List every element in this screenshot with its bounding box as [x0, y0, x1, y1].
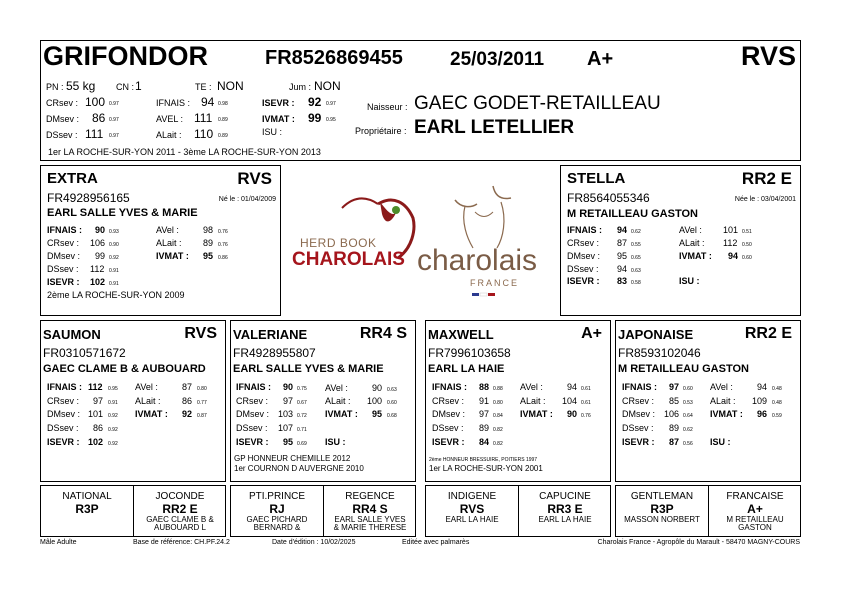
dam-qualif: RR2 E [741, 169, 792, 188]
g1-ivmat-cd: 0.87 [197, 413, 207, 419]
ggp-qualif: RR2 E [162, 502, 198, 516]
g2-qualif: RR4 S [359, 325, 407, 342]
sire-name: EXTRA [47, 170, 98, 187]
ggp-qualif: R3P [75, 502, 99, 516]
g2-isevr-label: ISEVR : [236, 437, 269, 447]
sire-isevr-label: ISEVR : [47, 277, 80, 287]
dssev-value: 111 [85, 127, 104, 141]
ggp-breeder2: AUBOUARD L [153, 523, 206, 532]
g1-avel-value: 87 [182, 382, 193, 392]
charolais-word: charolais [417, 244, 538, 277]
ggp-pair-3 [425, 485, 611, 537]
g4-ivmat-label: IVMAT : [710, 409, 743, 419]
proprietaire-label: Propriétaire : [355, 126, 407, 136]
naisseur-value: GAEC GODET-RETAILLEAU [414, 93, 661, 114]
main-animal-box [40, 40, 801, 161]
g3-avel-value: 94 [567, 382, 578, 392]
sire-dmsev-label: DMsev : [47, 251, 81, 261]
dmsev-value: 86 [92, 111, 106, 125]
g2-palmares-2: 1er COURNON D AUVERGNE 2010 [234, 464, 364, 473]
g4-crsev-cd: 0.53 [683, 400, 693, 406]
ggp-qualif: R3P [650, 502, 674, 516]
g1-dssev-cd: 0.92 [108, 427, 118, 433]
g2-crsev-value: 97 [283, 396, 294, 406]
crsev-cd: 0.97 [109, 101, 119, 107]
ggp-qualif: RR3 E [547, 502, 583, 516]
sire-isevr-value: 102 [90, 277, 106, 287]
g1-name: SAUMON [43, 327, 101, 342]
g1-qualif: RVS [184, 325, 217, 342]
g1-avel-cd: 0.80 [197, 386, 207, 392]
ifnais-label: IFNAIS : [156, 98, 191, 108]
sire-dssev-label: DSsev : [47, 264, 79, 274]
g4-ifnais-value: 97 [669, 382, 680, 392]
sire-ifnais-cd: 0.93 [109, 229, 119, 235]
g4-alait-value: 109 [752, 396, 768, 406]
alait-value: 110 [194, 127, 214, 141]
g3-avel-label: AVel : [520, 382, 543, 392]
ggp-cell [41, 486, 133, 516]
sire-dmsev-value: 99 [95, 251, 106, 261]
g4-dmsev-value: 106 [664, 409, 680, 419]
g2-dmsev-value: 103 [278, 409, 294, 419]
dam-dssev-cd: 0.63 [631, 268, 641, 274]
g4-isevr-label: ISEVR : [622, 437, 655, 447]
g1-crsev-value: 97 [93, 396, 104, 406]
te-value: NON [217, 79, 244, 93]
g2-avel-label: AVel : [325, 383, 348, 393]
ggp-pair-1 [40, 485, 226, 537]
isevr-cd: 0.97 [326, 101, 336, 107]
ggp-qualif: A+ [747, 502, 763, 516]
sire-avel-label: AVel : [156, 225, 179, 235]
g2-palmares-1: GP HONNEUR CHEMILLE 2012 [234, 454, 351, 463]
dam-isevr-label: ISEVR : [567, 276, 600, 286]
g1-id: FR0310571672 [43, 346, 126, 360]
sire-alait-cd: 0.76 [218, 242, 228, 248]
ivmat-label: IVMAT : [262, 114, 295, 124]
ggp-breeder1: EARL LA HAIE [538, 515, 592, 524]
crsev-value: 100 [85, 95, 106, 109]
dam-name: STELLA [567, 170, 626, 187]
g1-isevr-value: 102 [88, 437, 104, 447]
herdbook-line1: HERD BOOK [300, 236, 377, 250]
g2-ivmat-label: IVMAT : [325, 409, 358, 419]
g4-ifnais-label: IFNAIS : [622, 382, 657, 392]
ggp-pair-2 [230, 485, 416, 537]
g3-ifnais-cd: 0.88 [493, 386, 503, 392]
ggp-pair-4 [615, 485, 801, 537]
alait-cd: 0.89 [218, 133, 228, 139]
g3-ifnais-label: IFNAIS : [432, 382, 467, 392]
herdbook-logo [288, 190, 418, 280]
g4-name: JAPONAISE [618, 327, 694, 342]
cn-value: 1 [135, 79, 142, 93]
g4-dmsev-cd: 0.64 [683, 413, 693, 419]
sire-crsev-value: 106 [90, 238, 106, 248]
dam-alait-cd: 0.50 [742, 242, 752, 248]
dam-avel-label: AVel : [679, 225, 702, 235]
france-word: FRANCE [470, 278, 520, 288]
sire-birth: Né le : 01/04/2009 [218, 196, 276, 203]
g1-alait-cd: 0.77 [197, 400, 207, 406]
g3-dssev-cd: 0.82 [493, 427, 503, 433]
dam-breeder: M RETAILLEAU GASTON [567, 208, 698, 220]
g1-dmsev-value: 101 [88, 409, 104, 419]
g3-alait-value: 104 [562, 396, 578, 406]
dmsev-cd: 0.97 [109, 117, 119, 123]
g4-dssev-label: DSsev : [622, 423, 654, 433]
ggp-cell [324, 486, 416, 532]
sire-id: FR4928956165 [47, 191, 130, 205]
sire-ifnais-label: IFNAIS : [47, 225, 82, 235]
g2-ifnais-cd: 0.75 [297, 386, 307, 392]
g1-alait-label: ALait : [135, 396, 161, 406]
g4-ivmat-value: 96 [757, 409, 768, 419]
jum-value: NON [314, 79, 341, 93]
ggp-breeder2: BERNARD & [253, 523, 301, 532]
g4-crsev-value: 85 [669, 396, 680, 406]
dam-avel-cd: 0.51 [742, 229, 752, 235]
g2-dssev-label: DSsev : [236, 423, 268, 433]
g2-alait-value: 100 [367, 396, 383, 406]
ggp-cell [426, 486, 518, 524]
g1-crsev-cd: 0.91 [108, 400, 118, 406]
ggp-qualif: RJ [269, 502, 285, 516]
sire-dmsev-cd: 0.92 [109, 255, 119, 261]
dam-avel-value: 101 [723, 225, 739, 235]
g3-name: MAXWELL [428, 327, 494, 342]
ivmat-value: 99 [308, 111, 322, 125]
grandparent-box-saumon [40, 320, 226, 482]
ggp-name: PTI.PRINCE [248, 491, 306, 502]
g3-ivmat-cd: 0.76 [581, 413, 591, 419]
sire-avel-value: 98 [203, 225, 214, 235]
g1-crsev-label: CRsev : [47, 396, 80, 406]
ggp-name: NATIONAL [62, 491, 112, 502]
main-id: FR8526869455 [265, 47, 403, 69]
ggp-qualif: RR4 S [352, 502, 388, 516]
ggp-cell [519, 486, 611, 524]
g1-dssev-value: 86 [93, 423, 104, 433]
ggp-name: JOCONDE [155, 491, 205, 502]
sire-crsev-cd: 0.90 [109, 242, 119, 248]
g2-crsev-cd: 0.67 [297, 400, 307, 406]
ggp-cell [134, 486, 226, 532]
g1-ifnais-label: IFNAIS : [47, 382, 82, 392]
dam-isu-label: ISU : [679, 276, 700, 286]
naisseur-label: Naisseur : [367, 102, 408, 112]
sire-crsev-label: CRsev : [47, 238, 80, 248]
g3-dmsev-cd: 0.84 [493, 413, 503, 419]
g2-id: FR4928955807 [233, 346, 316, 360]
ivmat-cd: 0.95 [326, 117, 336, 123]
g4-ivmat-cd: 0.59 [772, 413, 782, 419]
g2-ivmat-value: 95 [372, 409, 383, 419]
g2-isevr-value: 95 [283, 437, 294, 447]
ggp-cell [231, 486, 323, 532]
ggp-breeder1: EARL SALLE YVES [334, 515, 406, 524]
g2-breeder: EARL SALLE YVES & MARIE [233, 363, 384, 375]
dam-alait-label: ALait : [679, 238, 705, 248]
main-qualif: RVS [740, 41, 796, 71]
g2-dssev-cd: 0.71 [297, 427, 307, 433]
dam-isevr-cd: 0.58 [631, 280, 641, 286]
jum-label: Jum : [289, 82, 312, 92]
g3-crsev-cd: 0.80 [493, 400, 503, 406]
dam-ifnais-value: 94 [617, 225, 628, 235]
dam-id: FR8564055346 [567, 191, 650, 205]
ggp-name: FRANCAISE [726, 491, 784, 502]
ggp-qualif: RVS [459, 502, 485, 516]
g2-ifnais-label: IFNAIS : [236, 382, 271, 392]
sire-avel-cd: 0.76 [218, 229, 228, 235]
g3-isevr-value: 84 [479, 437, 490, 447]
g3-dssev-value: 89 [479, 423, 490, 433]
footer-address: Charolais France - Agropôle du Marault - 58470 MAGNY-COURS [597, 539, 800, 546]
g2-name: VALERIANE [233, 327, 308, 342]
proprietaire-value: EARL LETELLIER [414, 117, 575, 138]
dam-isevr-value: 83 [617, 276, 628, 286]
ifnais-value: 94 [201, 95, 215, 109]
ifnais-cd: 0.98 [218, 101, 228, 107]
g2-avel-value: 90 [372, 383, 383, 393]
ggp-breeder1: M RETAILLEAU [726, 515, 784, 524]
g4-isevr-cd: 0.56 [683, 441, 693, 447]
g2-isu-label: ISU : [325, 437, 346, 447]
isevr-label: ISEVR : [262, 98, 295, 108]
dam-box [560, 165, 801, 316]
g3-isevr-label: ISEVR : [432, 437, 465, 447]
g3-qualif: A+ [581, 325, 602, 342]
g4-ifnais-cd: 0.60 [683, 386, 693, 392]
dam-dssev-label: DSsev : [567, 264, 599, 274]
g2-alait-label: ALait : [325, 396, 351, 406]
dam-ifnais-cd: 0.62 [631, 229, 641, 235]
g3-isevr-cd: 0.82 [493, 441, 503, 447]
alait-label: ALait : [156, 130, 182, 140]
g4-avel-label: AVel : [710, 382, 733, 392]
footer-base: Base de référence: CH.PF.24.2 [133, 539, 230, 546]
ggp-breeder1: GAEC PICHARD [246, 515, 308, 524]
sire-alait-label: ALait : [156, 238, 182, 248]
sire-dssev-cd: 0.91 [109, 268, 119, 274]
dssev-label: DSsev : [46, 130, 78, 140]
main-grade: A+ [587, 48, 614, 70]
g4-breeder: M RETAILLEAU GASTON [618, 363, 749, 375]
charolais-france-logo [415, 182, 560, 302]
dam-dmsev-cd: 0.65 [631, 255, 641, 261]
grandparent-box-maxwell [425, 320, 611, 482]
sire-alait-value: 89 [203, 238, 214, 248]
sire-qualif: RVS [237, 169, 272, 188]
g2-dssev-value: 107 [278, 423, 294, 433]
herdbook-line2: CHAROLAIS [292, 249, 405, 270]
g1-isevr-label: ISEVR : [47, 437, 80, 447]
sire-ivmat-value: 95 [203, 251, 214, 261]
g4-crsev-label: CRsev : [622, 396, 655, 406]
g2-crsev-label: CRsev : [236, 396, 269, 406]
g4-dssev-cd: 0.62 [683, 427, 693, 433]
g3-palmares-1: 2ème HONNEUR BRESSUIRE, POITIERS 1997 [429, 457, 538, 463]
sire-box [40, 165, 281, 316]
dam-ivmat-label: IVMAT : [679, 251, 712, 261]
g1-breeder: GAEC CLAME B & AUBOUARD [43, 363, 206, 375]
g1-dmsev-label: DMsev : [47, 409, 81, 419]
g3-ivmat-label: IVMAT : [520, 409, 553, 419]
g3-palmares-2: 1er LA ROCHE-SUR-YON 2001 [429, 464, 543, 473]
ggp-cell [616, 486, 708, 524]
dam-dmsev-value: 95 [617, 251, 628, 261]
dssev-cd: 0.97 [109, 133, 119, 139]
g3-ifnais-value: 88 [479, 382, 490, 392]
g4-isu-label: ISU : [710, 437, 731, 447]
sire-isevr-cd: 0.91 [109, 281, 119, 287]
g1-ifnais-value: 112 [88, 382, 103, 392]
avel-value: 111 [194, 111, 213, 125]
g4-alait-cd: 0.48 [772, 400, 782, 406]
ggp-name: GENTLEMAN [630, 491, 694, 502]
dam-ivmat-value: 94 [728, 251, 739, 261]
ggp-breeder1: GAEC CLAME B & [146, 515, 214, 524]
g1-dssev-label: DSsev : [47, 423, 79, 433]
ggp-breeder2: GASTON [738, 523, 772, 532]
g3-alait-cd: 0.61 [581, 400, 591, 406]
g3-breeder: EARL LA HAIE [428, 363, 505, 375]
g4-avel-cd: 0.48 [772, 386, 782, 392]
avel-cd: 0.89 [218, 117, 228, 123]
main-birth-date: 25/03/2011 [450, 49, 545, 70]
dmsev-label: DMsev : [46, 114, 80, 124]
g4-isevr-value: 87 [669, 437, 680, 447]
dam-alait-value: 112 [723, 238, 738, 248]
cn-label: CN : [116, 82, 134, 92]
dam-crsev-value: 87 [617, 238, 628, 248]
main-name: GRIFONDOR [43, 41, 208, 71]
footer-edition: Editée avec palmarès [402, 539, 470, 546]
g2-ivmat-cd: 0.68 [387, 413, 397, 419]
g1-avel-label: AVel : [135, 382, 158, 392]
dam-birth: Née le : 03/04/2001 [734, 196, 796, 203]
g4-id: FR8593102046 [618, 346, 701, 360]
sire-dssev-value: 112 [90, 264, 105, 274]
footer-category: Mâle Adulte [40, 539, 77, 546]
ggp-cell [709, 486, 801, 532]
g2-dmsev-cd: 0.72 [297, 413, 307, 419]
g2-isevr-cd: 0.69 [297, 441, 307, 447]
g3-dssev-label: DSsev : [432, 423, 464, 433]
g1-ifnais-cd: 0.95 [108, 386, 118, 392]
g2-ifnais-value: 90 [283, 382, 294, 392]
ggp-breeder1: EARL LA HAIE [445, 515, 499, 524]
g1-isevr-cd: 0.92 [108, 441, 118, 447]
grandparent-box-japonaise [615, 320, 801, 482]
ggp-name: REGENCE [345, 491, 395, 502]
dam-dssev-value: 94 [617, 264, 628, 274]
g4-qualif: RR2 E [744, 325, 792, 342]
g1-ivmat-value: 92 [182, 409, 193, 419]
g3-id: FR7996103658 [428, 346, 511, 360]
grandparent-box-valeriane [230, 320, 416, 482]
footer-date: Date d'édition : 10/02/2025 [272, 539, 356, 546]
dam-crsev-label: CRsev : [567, 238, 600, 248]
pn-value: 55 kg [66, 79, 96, 93]
g4-alait-label: ALait : [710, 396, 736, 406]
g3-ivmat-value: 90 [567, 409, 578, 419]
g3-crsev-label: CRsev : [432, 396, 465, 406]
g3-alait-label: ALait : [520, 396, 546, 406]
g2-dmsev-label: DMsev : [236, 409, 270, 419]
g2-avel-cd: 0.63 [387, 387, 397, 393]
isu-label: ISU : [262, 127, 283, 137]
crsev-label: CRsev : [46, 98, 79, 108]
g1-dmsev-cd: 0.92 [108, 413, 118, 419]
g4-avel-value: 94 [757, 382, 768, 392]
isevr-value: 92 [308, 95, 322, 109]
dam-ifnais-label: IFNAIS : [567, 225, 602, 235]
ggp-name: CAPUCINE [539, 491, 591, 502]
g3-crsev-value: 91 [479, 396, 490, 406]
sire-palmares: 2ème LA ROCHE-SUR-YON 2009 [47, 290, 185, 300]
g4-dssev-value: 89 [669, 423, 680, 433]
dam-crsev-cd: 0.55 [631, 242, 641, 248]
ggp-breeder1: MASSON NORBERT [624, 515, 700, 524]
avel-label: AVEL : [156, 114, 184, 124]
g4-dmsev-label: DMsev : [622, 409, 656, 419]
ggp-breeder2: & MARIE THERESE [333, 523, 407, 532]
sire-ifnais-value: 90 [95, 225, 106, 235]
pn-label: PN : [46, 82, 64, 92]
g3-dmsev-value: 97 [479, 409, 490, 419]
g1-alait-value: 86 [182, 396, 193, 406]
dam-ivmat-cd: 0.60 [742, 255, 752, 261]
g1-ivmat-label: IVMAT : [135, 409, 168, 419]
g3-avel-cd: 0.61 [581, 386, 591, 392]
sire-ivmat-label: IVMAT : [156, 251, 189, 261]
dam-dmsev-label: DMsev : [567, 251, 601, 261]
main-palmares: 1er LA ROCHE-SUR-YON 2011 - 3ème LA ROCHE-SUR-YON 2013 [48, 147, 321, 157]
g3-dmsev-label: DMsev : [432, 409, 466, 419]
te-label: TE : [195, 82, 212, 92]
ggp-name: INDIGENE [447, 491, 497, 502]
sire-ivmat-cd: 0.86 [218, 255, 228, 261]
g2-alait-cd: 0.60 [387, 400, 397, 406]
sire-breeder: EARL SALLE YVES & MARIE [47, 207, 198, 219]
